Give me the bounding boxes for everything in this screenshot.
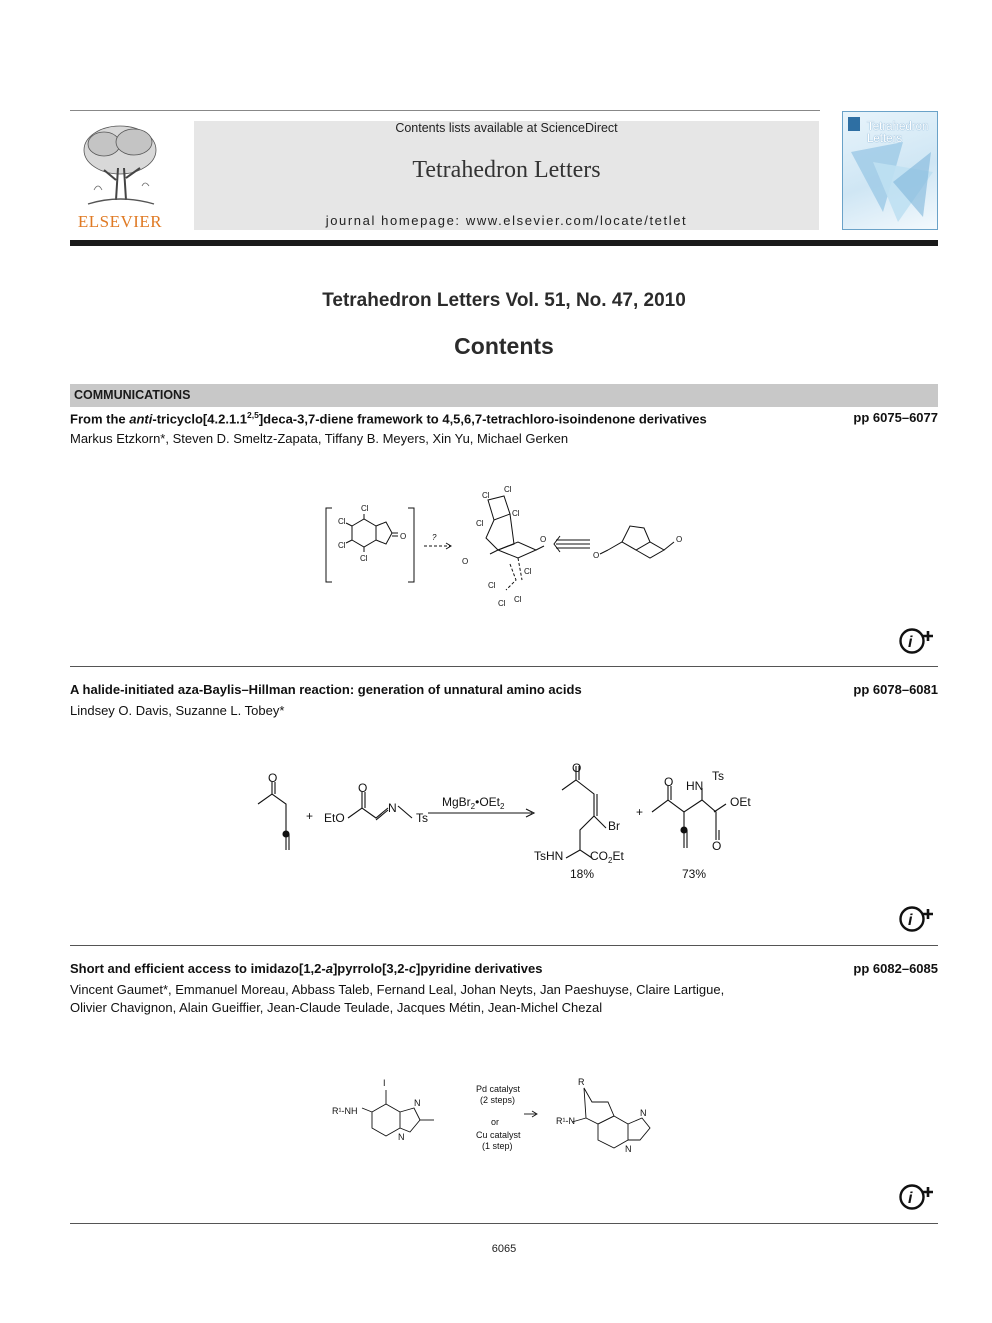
svg-text:Br: Br (608, 819, 620, 833)
svg-text:EtO: EtO (324, 811, 345, 825)
svg-text:18%: 18% (570, 867, 595, 881)
article-title-3[interactable]: Short and efficient access to imidazo[1,2-a]pyrrolo[3,2-c]pyridine derivatives (70, 961, 543, 976)
journal-cover[interactable] (842, 111, 938, 230)
section-bar (70, 384, 938, 407)
svg-text:73%: 73% (682, 867, 707, 881)
svg-text:O: O (664, 775, 674, 789)
svg-text:Ts: Ts (712, 769, 724, 783)
svg-text:Cl: Cl (524, 567, 532, 576)
contents-heading: Contents (454, 333, 554, 359)
svg-text:O: O (462, 557, 469, 566)
article-authors-2: Lindsey O. Davis, Suzanne L. Tobey* (70, 703, 285, 718)
svg-text:?: ? (432, 533, 437, 542)
cover-title: Tetrahedron Letters (867, 121, 929, 145)
svg-text:N: N (388, 801, 397, 815)
article-pages-3: pp 6082–6085 (853, 961, 938, 976)
article-title-1[interactable]: From the anti-tricyclo[4.2.1.1$^{2,5}$]deca-3,7-diene framework to 4,5,6,7-tetrachloro-isoindenone derivatives (70, 410, 707, 427)
svg-text:Cl: Cl (504, 485, 512, 494)
svg-text:Cl: Cl (361, 504, 369, 513)
svg-text:Cl: Cl (360, 554, 368, 563)
svg-text:HN: HN (686, 779, 704, 793)
elsevier-logo[interactable] (68, 120, 172, 232)
article-pages-2: pp 6078–6081 (853, 682, 938, 697)
svg-text:+: + (636, 805, 644, 819)
svg-text:Cl: Cl (488, 581, 496, 590)
svg-text:Cu catalyst: Cu catalyst (476, 1130, 521, 1140)
svg-text:(1 step): (1 step) (482, 1141, 513, 1151)
entry-divider-2 (70, 945, 938, 946)
page-number: 6065 (491, 1243, 517, 1255)
svg-text:O: O (572, 761, 582, 775)
svg-text:N: N (398, 1132, 405, 1142)
svg-text:N: N (414, 1098, 421, 1108)
svg-text:OEt: OEt (730, 795, 751, 809)
svg-text:R: R (578, 1077, 585, 1087)
svg-text:I: I (383, 1078, 386, 1088)
supplementary-info-icon[interactable] (898, 903, 938, 935)
journal-title: Tetrahedron Letters (412, 157, 601, 183)
svg-text:Pd catalyst: Pd catalyst (476, 1084, 521, 1094)
svg-text:Ts: Ts (416, 811, 428, 825)
svg-text:Cl: Cl (514, 595, 522, 604)
svg-text:N: N (625, 1144, 632, 1154)
svg-text:Cl: Cl (476, 519, 484, 528)
svg-text:i: i (908, 1190, 913, 1207)
svg-text:i: i (908, 634, 913, 651)
graphical-abstract-3 (328, 1070, 668, 1160)
journal-homepage-link[interactable]: journal homepage: www.elsevier.com/locate/tetlet (325, 213, 688, 228)
supplementary-info-icon[interactable] (898, 625, 938, 657)
contents-lists-link[interactable]: Contents lists available at ScienceDirect (395, 121, 618, 135)
graphical-abstract-1 (318, 480, 698, 615)
svg-text:TsHN: TsHN (534, 849, 564, 863)
svg-text:MgBr2•OEt2: MgBr$_2$•OEt$_2$ (442, 795, 505, 811)
supplementary-info-icon[interactable] (898, 1181, 938, 1213)
header-thick-rule (70, 240, 938, 246)
svg-text:Cl: Cl (338, 541, 346, 550)
svg-text:i: i (908, 912, 913, 929)
svg-text:R¹-NH: R¹-NH (332, 1106, 358, 1116)
section-label: COMMUNICATIONS (74, 388, 191, 402)
svg-text:R¹-N: R¹-N (556, 1116, 575, 1126)
article-title-2[interactable]: A halide-initiated aza-Baylis–Hillman reaction: generation of unnatural amino acids (70, 682, 582, 697)
svg-text:O: O (676, 535, 683, 544)
publisher-name: ELSEVIER (77, 212, 163, 231)
svg-text:O: O (593, 551, 600, 560)
article-authors-3: Vincent Gaumet*, Emmanuel Moreau, Abbass Taleb, Fernand Leal, Johan Neyts, Jan Paeshuyse, Claire Lartigue, Olivier Chavignon, Alain Gueiffier, Jean-Claude Teulade, Jacques Métin, Jean-Michel Chezal (70, 982, 725, 1015)
svg-text:Cl: Cl (498, 599, 506, 608)
entry-divider-3 (70, 1223, 938, 1224)
svg-text:CO2Et: $CO_2Et$ (590, 849, 624, 865)
graphical-abstract-2 (240, 760, 770, 885)
svg-text:O: O (540, 535, 547, 544)
header-top-rule (70, 110, 820, 111)
svg-text:(2 steps): (2 steps) (480, 1095, 516, 1105)
svg-text:O: O (400, 532, 407, 541)
entry-divider-1 (70, 666, 938, 667)
journal-banner (194, 121, 819, 230)
svg-text:N: N (640, 1108, 647, 1118)
elsevier-tree-icon (68, 120, 172, 212)
svg-text:Cl: Cl (338, 517, 346, 526)
svg-text:Cl: Cl (512, 509, 520, 518)
article-pages-1: pp 6075–6077 (853, 410, 938, 425)
article-authors-1: Markus Etzkorn*, Steven D. Smeltz-Zapata, Tiffany B. Meyers, Xin Yu, Michael Gerken (70, 431, 569, 446)
svg-text:+: + (306, 809, 314, 823)
svg-text:O: O (358, 781, 368, 795)
svg-text:O: O (268, 771, 278, 785)
svg-text:O: O (712, 839, 722, 853)
svg-text:or: or (491, 1117, 500, 1127)
svg-text:Cl: Cl (482, 491, 490, 500)
issue-title: Tetrahedron Letters Vol. 51, No. 47, 2010 (322, 290, 686, 311)
